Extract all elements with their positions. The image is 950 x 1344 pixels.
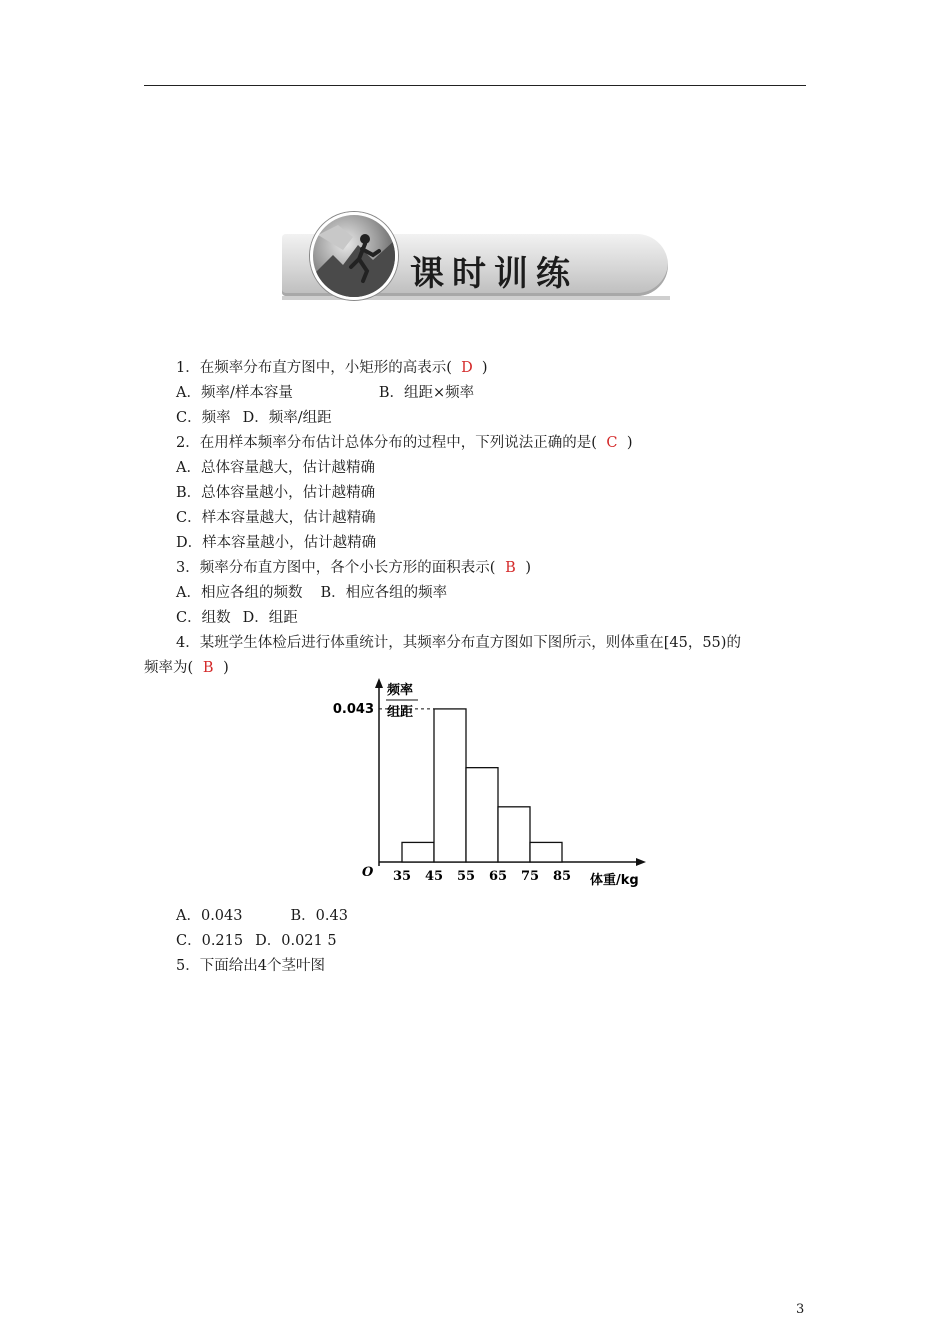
x-tick-label: 65 <box>488 869 508 884</box>
x-tick-label: 75 <box>520 869 540 884</box>
histogram-bar <box>498 807 530 862</box>
q3-stem-line <box>176 558 531 578</box>
q3-stem: 3．频率分布直方图中，各个小长方形的面积表示( <box>176 560 496 576</box>
y-label-denominator: 组距 <box>387 705 414 720</box>
q4-close: ) <box>223 660 229 676</box>
q1-option-a: A．频率/样本容量 <box>176 385 293 401</box>
q3-answer: B <box>505 560 516 576</box>
q2-answer: C <box>606 435 618 451</box>
x-tick-label: 55 <box>456 869 476 884</box>
q1-option-c: C．频率 <box>176 410 231 426</box>
q3-close: ) <box>525 560 532 576</box>
q5-stem: 5．下面给出4个茎叶图 <box>176 958 325 974</box>
q1-stem: 1．在频率分布直方图中，小矩形的高表示( <box>176 360 452 376</box>
y-value-label: 0.043 <box>332 701 374 717</box>
q4-option-a: A．0.043 <box>176 908 243 924</box>
q3-option-d: D．组距 <box>242 610 298 626</box>
q4-stem-end: 频率为( <box>144 660 194 676</box>
q4-option-c: C．0.215 <box>176 933 244 949</box>
q1-options-ab <box>176 383 474 403</box>
origin-label: O <box>362 865 374 880</box>
histogram-bar <box>434 709 466 862</box>
q2-close: ) <box>626 435 633 451</box>
weight-histogram <box>330 676 650 888</box>
q3-options-cd <box>176 608 298 628</box>
q2-option-c: C．样本容量越大，估计越精确 <box>176 510 376 526</box>
q3-option-b: B．相应各组的频率 <box>320 585 448 601</box>
q4-stem-line-1: 4．某班学生体检后进行体重统计，其频率分布直方图如下图所示，则体重在[45，55)的 <box>176 635 741 651</box>
q3-option-c: C．组数 <box>176 610 231 626</box>
q2-stem-line <box>176 433 633 453</box>
x-axis-arrow <box>636 858 646 866</box>
header-rule <box>144 85 806 86</box>
q3-option-a: A．相应各组的频数 <box>176 585 303 601</box>
q1-close: ) <box>481 360 488 376</box>
q4-stem-line-2 <box>144 658 229 678</box>
q1-stem-line <box>176 358 488 378</box>
page-number: 3 <box>796 1302 805 1317</box>
x-tick-label: 45 <box>424 869 444 884</box>
q3-options-ab <box>176 583 447 603</box>
q2-option-b: B．总体容量越小，估计越精确 <box>176 485 376 501</box>
q2-option-a: A．总体容量越大，估计越精确 <box>176 460 375 476</box>
q1-answer: D <box>461 360 473 376</box>
q2-stem: 2．在用样本频率分布估计总体分布的过程中，下列说法正确的是( <box>176 435 597 451</box>
q4-option-b: B．0.43 <box>290 908 348 924</box>
q4-option-d: D．0.021 5 <box>255 933 337 949</box>
histogram-bar <box>530 842 562 862</box>
q2-option-d: D．样本容量越小，估计越精确 <box>176 535 377 551</box>
q1-options-cd <box>176 408 332 428</box>
section-banner <box>282 212 670 304</box>
y-axis-arrow <box>375 678 383 688</box>
x-tick-label: 85 <box>552 869 572 884</box>
q4-options-ab <box>176 906 348 926</box>
x-axis-label: 体重/kg <box>590 873 639 888</box>
q4-answer: B <box>202 660 214 676</box>
rock-climber-photo <box>310 212 398 300</box>
histogram-bar <box>402 842 434 862</box>
q1-option-b: B．组距×频率 <box>378 385 475 401</box>
x-tick-label: 35 <box>392 869 412 884</box>
y-label-numerator: 频率 <box>387 683 414 698</box>
q1-option-d: D．频率/组距 <box>242 410 332 426</box>
histogram-bar <box>466 768 498 862</box>
q4-options-cd <box>176 931 337 951</box>
banner-title: 课时训练 <box>410 254 578 294</box>
